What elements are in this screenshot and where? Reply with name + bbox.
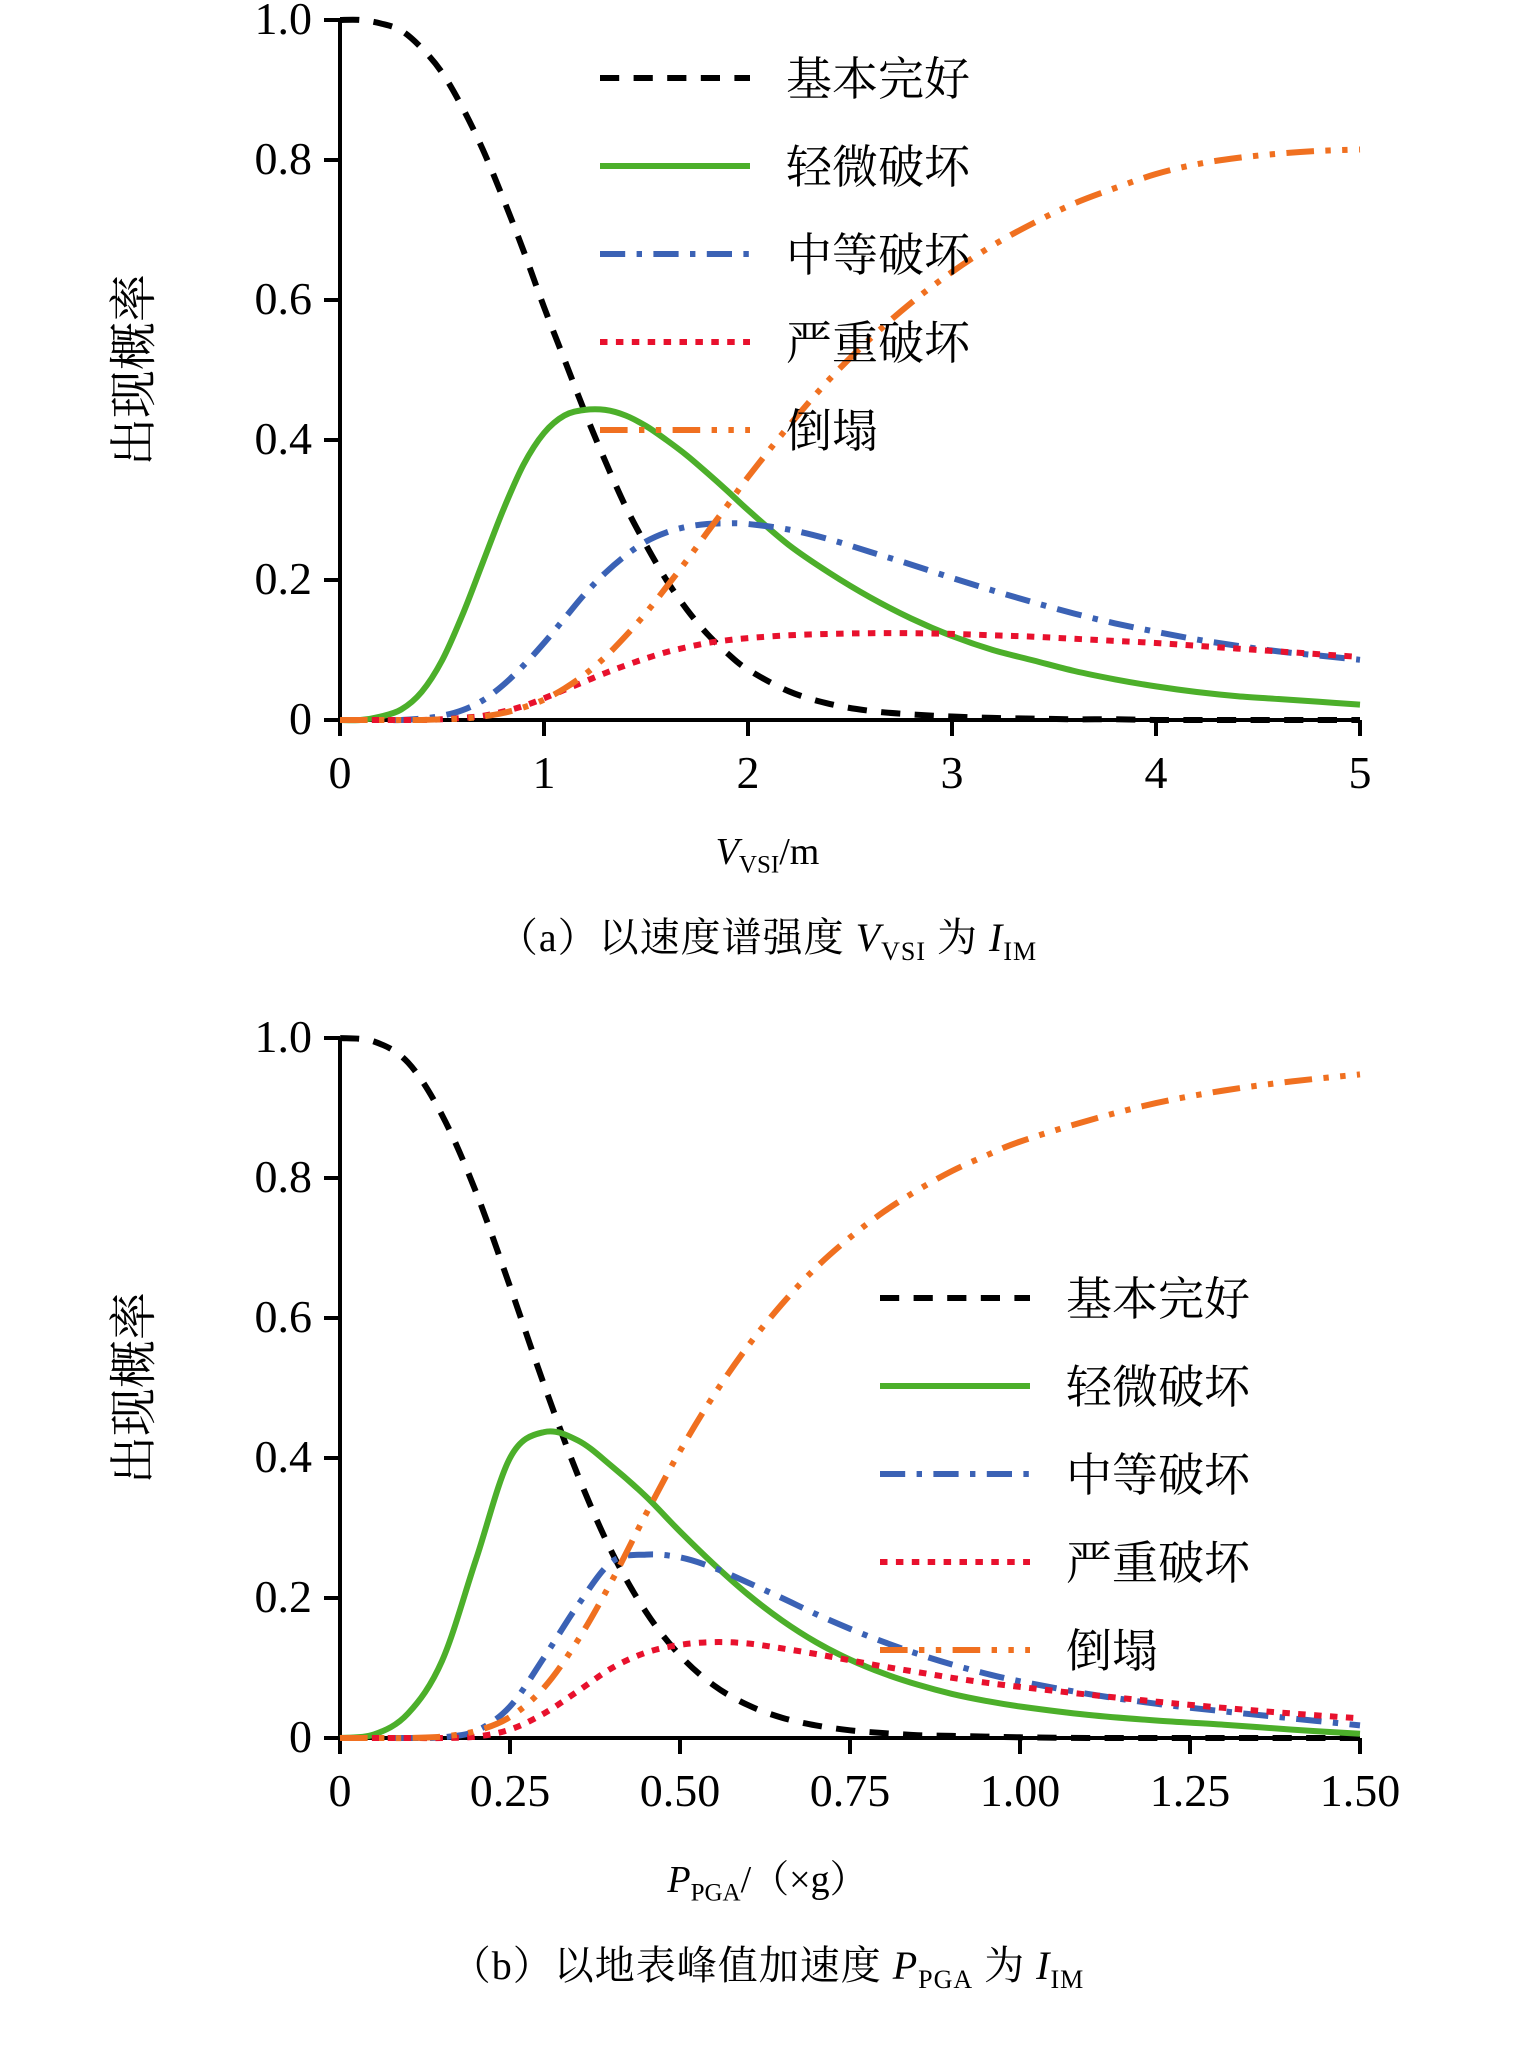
x-tick-label: 0.75 (809, 1765, 891, 1816)
xaxis-symbol-sub-b: PGA (690, 1879, 741, 1907)
panel-a (0, 0, 1535, 1000)
xaxis-symbol-sub-a: VSI (738, 851, 780, 879)
x-tick-label: 1.25 (1149, 1765, 1231, 1816)
x-tick-label: 1 (532, 747, 556, 798)
caption-im-a: I (989, 914, 1004, 960)
caption-prefix-a: （a）以速度谱强度 (497, 914, 856, 960)
x-tick-label: 1.50 (1319, 1765, 1401, 1816)
caption-prefix-b: （b）以地表峰值加速度 (450, 1942, 893, 1988)
legend-label: 基本完好 (786, 54, 970, 105)
xaxis-unit-a: /m (779, 831, 820, 873)
caption-symbol-sub-b: PGA (918, 1964, 974, 1994)
caption-im-b: I (1036, 1942, 1051, 1988)
x-tick-label: 1.00 (979, 1765, 1061, 1816)
x-tick-label: 3 (940, 747, 964, 798)
y-axis-label: 出现概率 (108, 1291, 161, 1485)
xaxis-symbol-a: V (715, 831, 739, 873)
y-tick-label: 0.2 (254, 553, 312, 604)
xaxis-unit-b: /（×g） (740, 1859, 868, 1901)
x-tick-label: 5 (1348, 747, 1372, 798)
legend-label: 中等破坏 (786, 230, 970, 281)
panel-a-xaxis-title (0, 830, 1535, 880)
caption-symbol-b: P (892, 1942, 919, 1988)
x-tick-label: 0.25 (469, 1765, 551, 1816)
x-tick-label: 4 (1144, 747, 1168, 798)
series-line (340, 20, 1360, 720)
panel-b (0, 1018, 1535, 2018)
y-tick-label: 0.8 (254, 133, 312, 184)
panel-b-xaxis-title (0, 1848, 1535, 1908)
y-tick-label: 1.0 (254, 1018, 312, 1062)
x-tick-label: 0 (328, 747, 352, 798)
y-tick-label: 0.6 (254, 273, 312, 324)
caption-mid-a: 为 (926, 914, 989, 960)
caption-im-sub-a: IM (1003, 936, 1038, 966)
legend-label: 倒塌 (786, 406, 878, 457)
panel-a-plot (0, 0, 1535, 830)
caption-symbol-a: V (855, 914, 882, 960)
y-tick-label: 1.0 (254, 0, 312, 44)
y-tick-label: 0.6 (254, 1291, 312, 1342)
legend-label: 中等破坏 (1066, 1450, 1250, 1501)
x-tick-label: 0.50 (639, 1765, 721, 1816)
y-tick-label: 0 (289, 1711, 312, 1762)
caption-symbol-sub-a: VSI (881, 936, 926, 966)
legend-label: 轻微破坏 (1066, 1362, 1250, 1413)
y-tick-label: 0.2 (254, 1571, 312, 1622)
caption-im-sub-b: IM (1050, 1964, 1085, 1994)
panel-b-plot (0, 1018, 1535, 1848)
legend-label: 严重破坏 (786, 318, 970, 369)
panel-b-caption (0, 1934, 1535, 1995)
y-tick-label: 0.4 (254, 413, 312, 464)
legend-label: 严重破坏 (1066, 1538, 1250, 1589)
panel-a-caption (0, 906, 1535, 967)
xaxis-symbol-b: P (667, 1859, 691, 1901)
x-tick-label: 0 (328, 1765, 352, 1816)
legend-label: 基本完好 (1066, 1274, 1250, 1325)
legend-label: 轻微破坏 (786, 142, 970, 193)
caption-mid-b: 为 (973, 1942, 1037, 1988)
x-tick-label: 2 (736, 747, 760, 798)
y-axis-label: 出现概率 (108, 273, 161, 467)
y-tick-label: 0 (289, 693, 312, 744)
legend-label: 倒塌 (1066, 1626, 1158, 1677)
y-tick-label: 0.8 (254, 1151, 312, 1202)
y-tick-label: 0.4 (254, 1431, 312, 1482)
